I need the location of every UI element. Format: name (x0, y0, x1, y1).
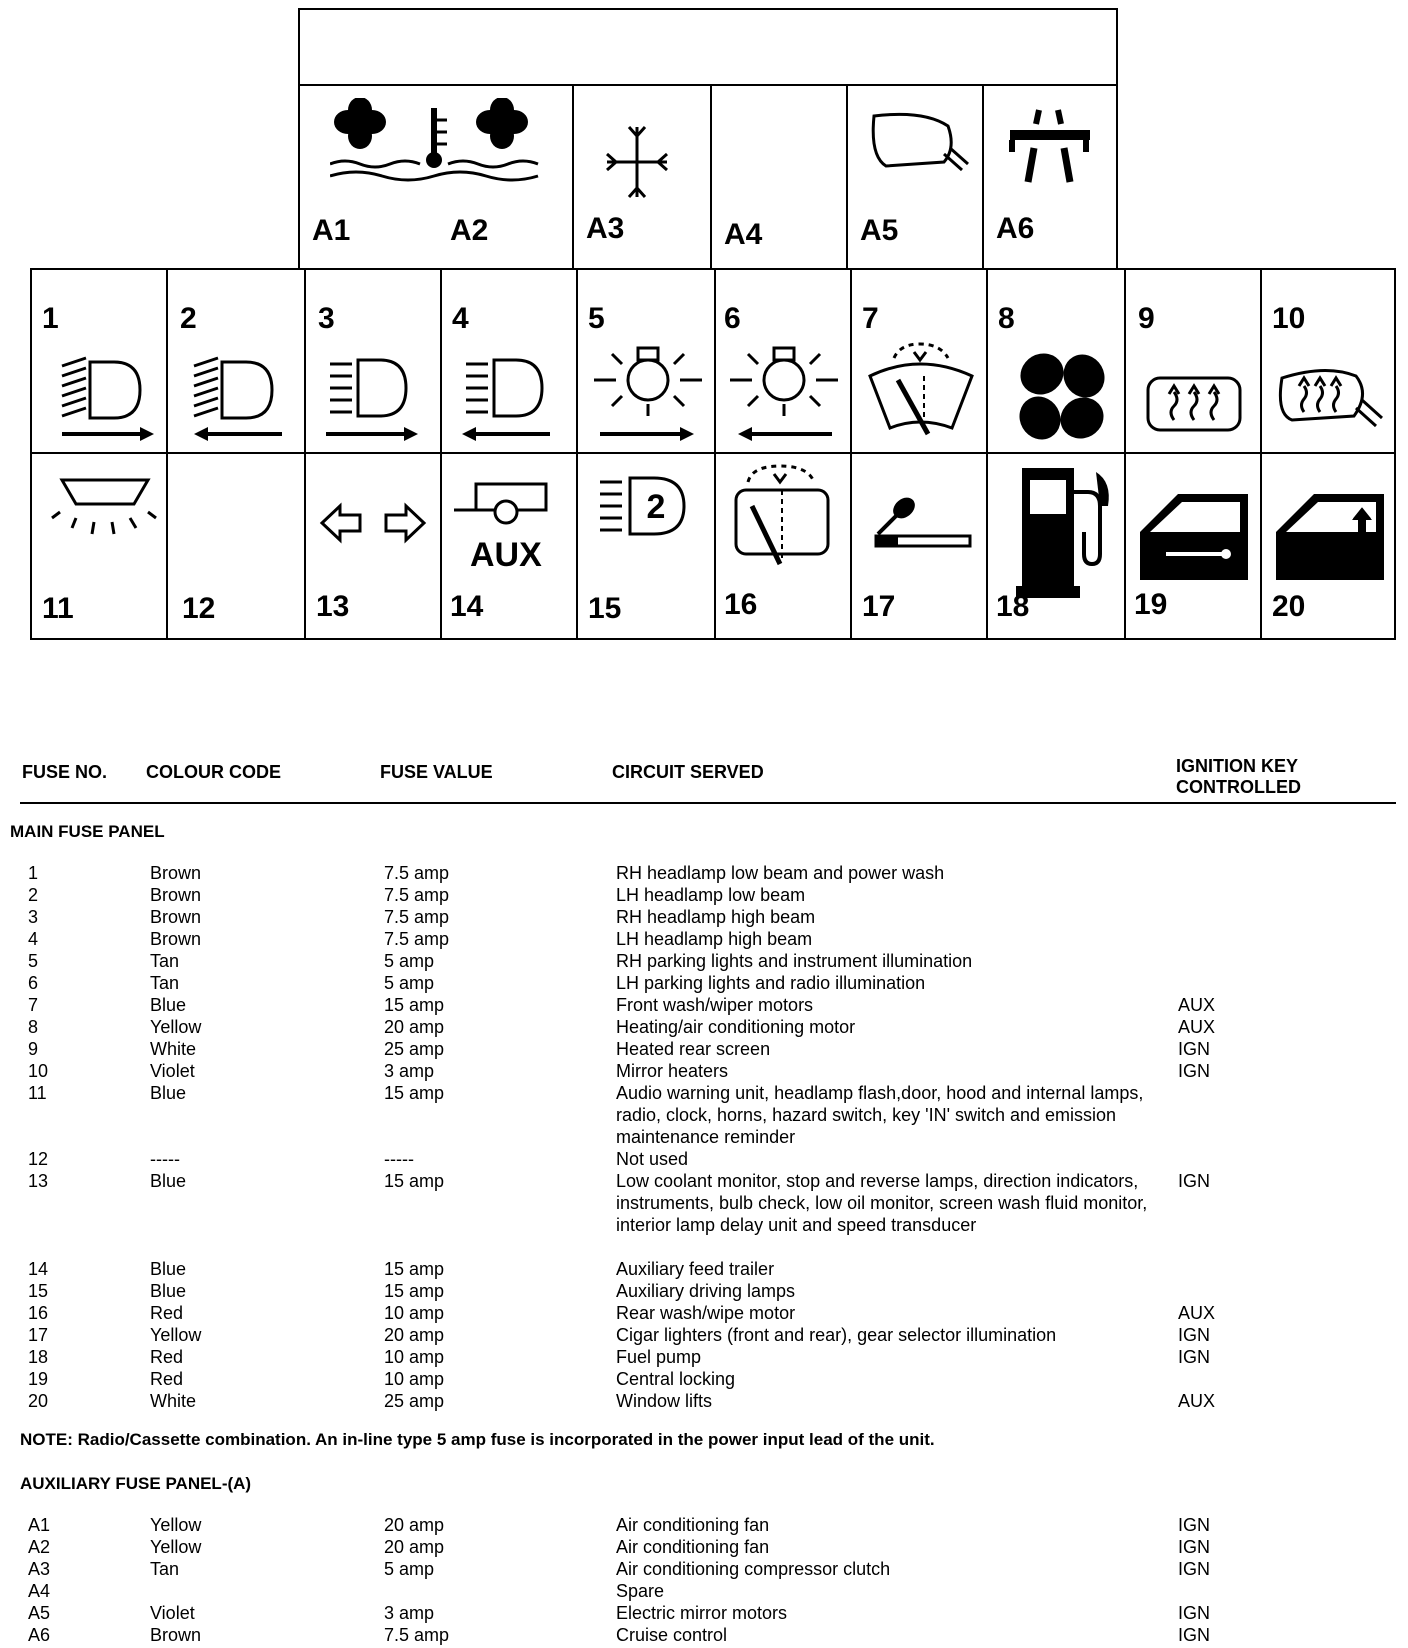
fuse-number-9: 9 (1138, 302, 1155, 335)
fuse-number-7: 7 (862, 302, 879, 335)
direction-indicator-icon (318, 498, 428, 548)
cell-colour: Brown (150, 907, 202, 927)
cell-no: A4 (28, 1581, 51, 1601)
heated-mirror-icon (1276, 364, 1388, 444)
cell-circuit: RH parking lights and instrument illumination (616, 951, 973, 971)
trailer-icon (452, 476, 552, 536)
cell-value: 7.5 amp (384, 1625, 450, 1645)
fuse-cell-9 (1124, 268, 1262, 454)
cell-value: 20 amp (384, 1515, 445, 1535)
cell-colour: Tan (150, 951, 180, 971)
cell-circuit: RH headlamp low beam and power wash (616, 863, 945, 883)
fuse-number-14: 14 (450, 590, 484, 623)
header-colour-code: COLOUR CODE (146, 762, 281, 782)
aux-panel-title: AUXILIARY FUSE PANEL-(A) (20, 1474, 252, 1493)
cell-no: 17 (28, 1325, 49, 1345)
note: NOTE: Radio/Cassette combination. An in-line type 5 amp fuse is incorporated in the power input lead of the unit. (20, 1430, 935, 1449)
cell-value: 5 amp (384, 951, 435, 971)
interior-lamp-icon (50, 474, 160, 544)
cell-no: 18 (28, 1347, 49, 1367)
fan-coolant-fan-icon (330, 98, 540, 188)
cell-colour: Red (150, 1303, 184, 1323)
header-ignition-controlled: CONTROLLED (1176, 777, 1301, 797)
cell-no: A6 (28, 1625, 51, 1645)
fog-lamp-number: 2 (646, 488, 666, 526)
cell-no: 1 (28, 863, 39, 883)
cell-colour: Brown (150, 885, 202, 905)
cell-no: A5 (28, 1603, 51, 1623)
heated-rear-screen-icon (1144, 374, 1244, 434)
cell-circuit: Auxiliary feed trailer (616, 1259, 775, 1279)
parking-lamp-icon (726, 342, 842, 446)
cell-value: 15 amp (384, 1281, 445, 1301)
cell-circuit: Air conditioning fan (616, 1515, 770, 1535)
cell-value: 5 amp (384, 1559, 435, 1579)
fuse-cell-17 (850, 452, 988, 640)
fuse-cell-4 (440, 268, 578, 454)
cell-no: 9 (28, 1039, 39, 1059)
window-lift-icon (1272, 488, 1388, 584)
cell-no: 15 (28, 1281, 49, 1301)
cell-colour: Blue (150, 1259, 187, 1279)
cell-circuit: LH headlamp high beam (616, 929, 813, 949)
cell-circuit: Air conditioning fan (616, 1537, 770, 1557)
cell-key: AUX (1178, 995, 1216, 1015)
cell-key: IGN (1178, 1039, 1211, 1059)
fuse-number-a5: A5 (860, 214, 899, 247)
cell-value: 15 amp (384, 1083, 445, 1103)
aux-label: AUX (470, 536, 542, 574)
cell-colour: Blue (150, 1083, 187, 1103)
fuse-number-19: 19 (1134, 588, 1168, 621)
cell-value: 10 amp (384, 1347, 445, 1367)
cruise-road-icon (1006, 108, 1096, 188)
cell-no: 8 (28, 1017, 39, 1037)
cell-colour: Brown (150, 1625, 202, 1645)
wiper-icon (864, 336, 978, 446)
cell-circuit: Low coolant monitor, stop and reverse lamps, direction indicators, instruments, bulb check, low oil monitor, screen wash fluid monitor, interior lamp delay unit and speed transducer (616, 1171, 1148, 1235)
fuse-cell-18 (986, 452, 1126, 640)
cell-colour: Violet (150, 1603, 195, 1623)
fuse-number-15: 15 (588, 592, 622, 625)
cell-no: A2 (28, 1537, 51, 1557)
cell-no: 19 (28, 1369, 49, 1389)
main-panel-title: MAIN FUSE PANEL (10, 822, 165, 841)
cell-value: 7.5 amp (384, 863, 450, 883)
cell-circuit: Spare (616, 1581, 665, 1601)
fuse-cell-7 (850, 268, 988, 454)
cell-key: IGN (1178, 1061, 1211, 1081)
cell-circuit: Rear wash/wipe motor (616, 1303, 796, 1323)
header-divider (20, 802, 1396, 804)
fuse-cell-2 (166, 268, 306, 454)
cell-colour: Yellow (150, 1017, 202, 1037)
fuse-pump-icon (1016, 462, 1120, 600)
headlamp-low-beam-icon (190, 354, 290, 444)
fuse-cell-16 (714, 452, 852, 640)
cell-value: 5 amp (384, 973, 435, 993)
fuse-cell-a1-a2 (298, 84, 574, 270)
header-fuse-no: FUSE NO. (22, 762, 108, 782)
cell-no: 3 (28, 907, 39, 927)
cell-circuit: Heated rear screen (616, 1039, 771, 1059)
fuse-number-8: 8 (998, 302, 1015, 335)
cell-no: 12 (28, 1149, 49, 1169)
cell-circuit: Not used (616, 1149, 689, 1169)
cell-circuit: Cigar lighters (front and rear), gear selector illumination (616, 1325, 1057, 1345)
cell-colour: White (150, 1039, 197, 1059)
cell-value: 7.5 amp (384, 885, 450, 905)
cell-no: 11 (28, 1083, 47, 1103)
rear-wiper-icon (730, 460, 836, 580)
cell-no: 13 (28, 1171, 49, 1191)
cell-no: 10 (28, 1061, 49, 1081)
fuse-cell-a6 (982, 84, 1118, 270)
aux-panel-header (298, 8, 1118, 86)
cell-circuit: Electric mirror motors (616, 1603, 788, 1623)
cell-colour: Tan (150, 1559, 180, 1579)
fuse-number-a4: A4 (724, 218, 763, 251)
fuse-cell-a5 (846, 84, 984, 270)
cell-no: 4 (28, 929, 39, 949)
cell-circuit: Window lifts (616, 1391, 713, 1411)
cell-key: AUX (1178, 1303, 1216, 1323)
fuse-cell-10 (1260, 268, 1396, 454)
snowflake-icon (602, 122, 672, 202)
cell-circuit: LH headlamp low beam (616, 885, 806, 905)
fuse-number-a6: A6 (996, 212, 1035, 245)
fuse-number-a3: A3 (586, 212, 625, 245)
cell-value: 10 amp (384, 1369, 445, 1389)
cell-key: IGN (1178, 1603, 1211, 1623)
fuse-cell-13 (304, 452, 442, 640)
fuse-cell-12 (166, 452, 306, 640)
cell-colour: Yellow (150, 1537, 202, 1557)
fuse-cell-19 (1124, 452, 1262, 640)
cell-value: 7.5 amp (384, 907, 450, 927)
fuse-cell-20 (1260, 452, 1396, 640)
fuse-number-a2: A2 (450, 214, 489, 247)
cell-no: 14 (28, 1259, 49, 1279)
fuse-number-11: 11 (42, 592, 74, 625)
fuse-cell-8 (986, 268, 1126, 454)
cell-colour: Blue (150, 1171, 187, 1191)
headlamp-low-beam-icon (58, 354, 158, 444)
cigar-lighter-icon (872, 490, 976, 550)
cell-colour: Tan (150, 973, 180, 993)
parking-lamp-icon (590, 342, 706, 446)
fuse-cell-11 (30, 452, 168, 640)
cell-circuit: Mirror heaters (616, 1061, 729, 1081)
cell-key: AUX (1178, 1017, 1216, 1037)
fuse-number-2: 2 (180, 302, 197, 335)
cell-colour: Yellow (150, 1515, 202, 1535)
cell-value: 15 amp (384, 1259, 445, 1279)
cell-key: IGN (1178, 1325, 1211, 1345)
cell-value: 20 amp (384, 1537, 445, 1557)
cell-value: ----- (384, 1149, 414, 1169)
fuse-cell-14 (440, 452, 578, 640)
cell-no: 7 (28, 995, 39, 1015)
cell-value: 20 amp (384, 1325, 445, 1345)
mirror-icon (864, 108, 974, 188)
cell-colour: Blue (150, 995, 187, 1015)
headlamp-high-beam-icon (322, 354, 422, 444)
fuse-number-16: 16 (724, 588, 758, 621)
fuse-number-18: 18 (996, 590, 1030, 623)
cell-value: 3 amp (384, 1061, 435, 1081)
fuse-cell-a4 (710, 84, 848, 270)
fuse-cell-5 (576, 268, 716, 454)
cell-no: A1 (28, 1515, 51, 1535)
header-ignition-key: IGNITION KEY (1176, 756, 1299, 776)
cell-value: 20 amp (384, 1017, 445, 1037)
cell-no: 20 (28, 1391, 49, 1411)
fog-lamp-icon (596, 472, 696, 552)
cell-value: 25 amp (384, 1039, 445, 1059)
cell-circuit: Auxiliary driving lamps (616, 1281, 796, 1301)
header-fuse-value: FUSE VALUE (380, 762, 493, 782)
cell-key: IGN (1178, 1537, 1211, 1557)
cell-value: 7.5 amp (384, 929, 450, 949)
cell-colour: Red (150, 1369, 184, 1389)
cell-circuit: Air conditioning compressor clutch (616, 1559, 891, 1579)
header-circuit-served: CIRCUIT SERVED (612, 762, 764, 782)
cell-colour: Brown (150, 863, 202, 883)
cell-key: AUX (1178, 1391, 1216, 1411)
cell-no: 6 (28, 973, 39, 993)
fuse-number-6: 6 (724, 302, 741, 335)
cell-circuit: LH parking lights and radio illumination (616, 973, 926, 993)
fuse-cell-6 (714, 268, 852, 454)
cell-circuit: Central locking (616, 1369, 736, 1389)
fuse-cell-3 (304, 268, 442, 454)
cell-value: 15 amp (384, 1171, 445, 1191)
fuse-number-a1: A1 (312, 214, 351, 247)
cell-value: 25 amp (384, 1391, 445, 1411)
fuse-cell-15 (576, 452, 716, 640)
cell-colour: Brown (150, 929, 202, 949)
fuse-number-4: 4 (452, 302, 469, 335)
cell-key: IGN (1178, 1559, 1211, 1579)
cell-colour: Red (150, 1347, 184, 1367)
door-lock-icon (1136, 488, 1254, 584)
cell-no: A3 (28, 1559, 51, 1579)
headlamp-high-beam-icon (458, 354, 558, 444)
cell-circuit: RH headlamp high beam (616, 907, 816, 927)
fuse-number-5: 5 (588, 302, 605, 335)
fuse-number-1: 1 (42, 302, 59, 335)
cell-circuit: Heating/air conditioning motor (616, 1017, 856, 1037)
fuse-number-13: 13 (316, 590, 350, 623)
cell-key: IGN (1178, 1171, 1211, 1191)
fuse-number-10: 10 (1272, 302, 1306, 335)
cell-no: 16 (28, 1303, 49, 1323)
fuse-number-3: 3 (318, 302, 335, 335)
fuse-cell-a3 (572, 84, 712, 270)
cell-no: 2 (28, 885, 39, 905)
fuse-number-12: 12 (182, 592, 216, 625)
cell-circuit: Front wash/wiper motors (616, 995, 814, 1015)
cell-colour: Yellow (150, 1325, 202, 1345)
fuse-cell-1 (30, 268, 168, 454)
cell-circuit: Audio warning unit, headlamp flash,door, hood and internal lamps, radio, clock, horns, hazard switch, key 'IN' switch and emission maintenance reminder (616, 1083, 1144, 1147)
fuse-number-20: 20 (1272, 590, 1306, 623)
cell-no: 5 (28, 951, 39, 971)
cell-circuit: Fuel pump (616, 1347, 702, 1367)
cell-key: IGN (1178, 1347, 1211, 1367)
blower-fan-icon (1014, 348, 1110, 444)
cell-colour: ----- (150, 1149, 180, 1169)
fuse-number-17: 17 (862, 590, 896, 623)
cell-colour: Violet (150, 1061, 195, 1081)
cell-key: IGN (1178, 1625, 1211, 1645)
cell-circuit: Cruise control (616, 1625, 728, 1645)
cell-value: 3 amp (384, 1603, 435, 1623)
cell-key: IGN (1178, 1515, 1211, 1535)
cell-value: 10 amp (384, 1303, 445, 1323)
cell-colour: Blue (150, 1281, 187, 1301)
cell-colour: White (150, 1391, 197, 1411)
cell-value: 15 amp (384, 995, 445, 1015)
